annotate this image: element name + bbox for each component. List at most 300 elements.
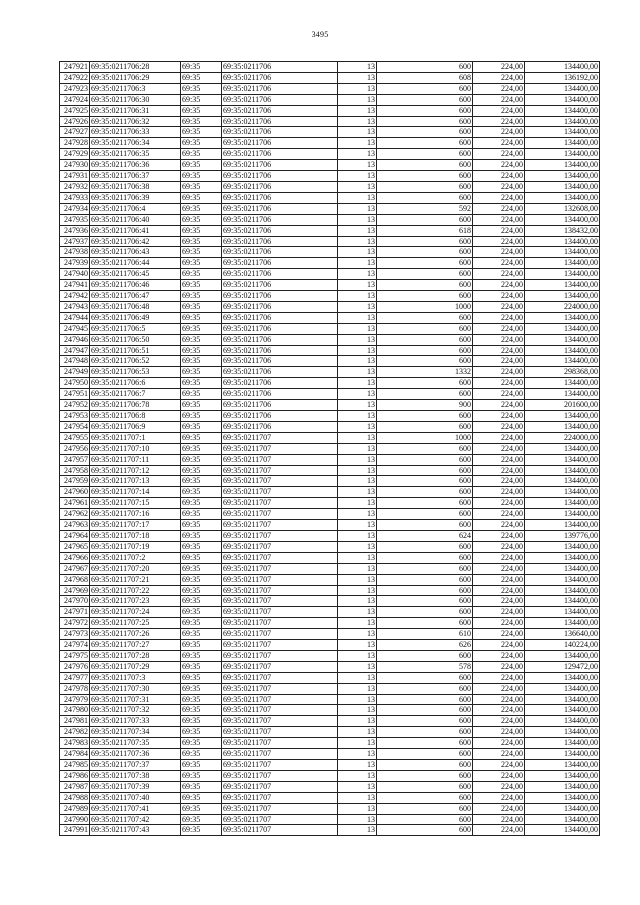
- category-cell: 13: [338, 727, 377, 738]
- region-code-cell: 69:35: [181, 280, 222, 291]
- region-code-cell: 69:35: [181, 378, 222, 389]
- region-code-cell: 69:35: [181, 792, 222, 803]
- area-cell: 600: [377, 116, 473, 127]
- area-cell: 600: [377, 792, 473, 803]
- value-cell: 140224,00: [525, 640, 600, 651]
- rate-cell: 224,00: [473, 465, 525, 476]
- row-id-cell: 247983: [60, 738, 90, 749]
- row-id-cell: 247949: [60, 367, 90, 378]
- region-code-cell: 69:35: [181, 116, 222, 127]
- table-body: [60, 62, 600, 836]
- cadastral-number-cell: 69:35:0211707:1: [90, 432, 181, 443]
- table-row: [60, 400, 600, 411]
- row-id-cell: 247985: [60, 760, 90, 771]
- area-cell: 1000: [377, 432, 473, 443]
- row-id-cell: 247930: [60, 160, 90, 171]
- cadastral-number-cell: 69:35:0211707:37: [90, 760, 181, 771]
- value-cell: 134400,00: [525, 792, 600, 803]
- row-id-cell: 247977: [60, 672, 90, 683]
- rate-cell: 224,00: [473, 672, 525, 683]
- rate-cell: 224,00: [473, 280, 525, 291]
- value-cell: 134400,00: [525, 541, 600, 552]
- table-row: [60, 323, 600, 334]
- region-code-cell: 69:35: [181, 509, 222, 520]
- area-cell: 600: [377, 171, 473, 182]
- category-cell: 13: [338, 411, 377, 422]
- table-row: [60, 509, 600, 520]
- table-row: [60, 530, 600, 541]
- table-row: [60, 312, 600, 323]
- rate-cell: 224,00: [473, 694, 525, 705]
- region-code-cell: 69:35: [181, 269, 222, 280]
- region-code-cell: 69:35: [181, 596, 222, 607]
- table-row: [60, 247, 600, 258]
- quarter-cell: 69:35:0211707: [222, 640, 338, 651]
- cadastral-number-cell: 69:35:0211707:33: [90, 716, 181, 727]
- area-cell: 600: [377, 683, 473, 694]
- quarter-cell: 69:35:0211706: [222, 356, 338, 367]
- row-id-cell: 247943: [60, 301, 90, 312]
- rate-cell: 224,00: [473, 411, 525, 422]
- region-code-cell: 69:35: [181, 825, 222, 836]
- value-cell: 134400,00: [525, 574, 600, 585]
- rate-cell: 224,00: [473, 258, 525, 269]
- category-cell: 13: [338, 171, 377, 182]
- category-cell: 13: [338, 127, 377, 138]
- category-cell: 13: [338, 258, 377, 269]
- rate-cell: 224,00: [473, 640, 525, 651]
- table-row: [60, 825, 600, 836]
- area-cell: 610: [377, 629, 473, 640]
- cadastral-number-cell: 69:35:0211706:9: [90, 421, 181, 432]
- rate-cell: 224,00: [473, 454, 525, 465]
- category-cell: 13: [338, 214, 377, 225]
- area-cell: 600: [377, 749, 473, 760]
- quarter-cell: 69:35:0211706: [222, 247, 338, 258]
- page-number: 3495: [311, 30, 329, 39]
- area-cell: 608: [377, 72, 473, 83]
- quarter-cell: 69:35:0211706: [222, 301, 338, 312]
- table-row: [60, 378, 600, 389]
- quarter-cell: 69:35:0211707: [222, 770, 338, 781]
- row-id-cell: 247933: [60, 192, 90, 203]
- table-row: [60, 738, 600, 749]
- category-cell: 13: [338, 443, 377, 454]
- cadastral-number-cell: 69:35:0211707:43: [90, 825, 181, 836]
- category-cell: 13: [338, 192, 377, 203]
- area-cell: 592: [377, 203, 473, 214]
- rate-cell: 224,00: [473, 225, 525, 236]
- category-cell: 13: [338, 454, 377, 465]
- row-id-cell: 247989: [60, 803, 90, 814]
- table-row: [60, 629, 600, 640]
- category-cell: 13: [338, 509, 377, 520]
- table-row: [60, 694, 600, 705]
- value-cell: 134400,00: [525, 552, 600, 563]
- row-id-cell: 247957: [60, 454, 90, 465]
- value-cell: 134400,00: [525, 749, 600, 760]
- table-row: [60, 367, 600, 378]
- category-cell: 13: [338, 672, 377, 683]
- cadastral-number-cell: 69:35:0211707:28: [90, 650, 181, 661]
- quarter-cell: 69:35:0211706: [222, 138, 338, 149]
- category-cell: 13: [338, 236, 377, 247]
- table-row: [60, 421, 600, 432]
- cadastral-number-cell: 69:35:0211707:36: [90, 749, 181, 760]
- region-code-cell: 69:35: [181, 149, 222, 160]
- area-cell: 600: [377, 454, 473, 465]
- value-cell: 134400,00: [525, 454, 600, 465]
- rate-cell: 224,00: [473, 105, 525, 116]
- cadastral-number-cell: 69:35:0211707:17: [90, 520, 181, 531]
- value-cell: 134400,00: [525, 160, 600, 171]
- area-cell: 600: [377, 94, 473, 105]
- row-id-cell: 247974: [60, 640, 90, 651]
- table-row: [60, 498, 600, 509]
- value-cell: 134400,00: [525, 563, 600, 574]
- area-cell: 600: [377, 356, 473, 367]
- value-cell: 132608,00: [525, 203, 600, 214]
- rate-cell: 224,00: [473, 127, 525, 138]
- rate-cell: 224,00: [473, 629, 525, 640]
- value-cell: 134400,00: [525, 694, 600, 705]
- row-id-cell: 247984: [60, 749, 90, 760]
- cadastral-number-cell: 69:35:0211707:14: [90, 487, 181, 498]
- value-cell: 134400,00: [525, 411, 600, 422]
- table-row: [60, 72, 600, 83]
- table-row: [60, 225, 600, 236]
- row-id-cell: 247942: [60, 291, 90, 302]
- area-cell: 600: [377, 487, 473, 498]
- area-cell: 600: [377, 149, 473, 160]
- category-cell: 13: [338, 149, 377, 160]
- table-row: [60, 236, 600, 247]
- quarter-cell: 69:35:0211707: [222, 803, 338, 814]
- cadastral-number-cell: 69:35:0211707:21: [90, 574, 181, 585]
- region-code-cell: 69:35: [181, 498, 222, 509]
- area-cell: 600: [377, 541, 473, 552]
- region-code-cell: 69:35: [181, 738, 222, 749]
- row-id-cell: 247940: [60, 269, 90, 280]
- rate-cell: 224,00: [473, 574, 525, 585]
- cadastral-number-cell: 69:35:0211707:34: [90, 727, 181, 738]
- rate-cell: 224,00: [473, 814, 525, 825]
- region-code-cell: 69:35: [181, 749, 222, 760]
- quarter-cell: 69:35:0211707: [222, 574, 338, 585]
- quarter-cell: 69:35:0211707: [222, 727, 338, 738]
- category-cell: 13: [338, 825, 377, 836]
- category-cell: 13: [338, 661, 377, 672]
- category-cell: 13: [338, 160, 377, 171]
- table-row: [60, 443, 600, 454]
- quarter-cell: 69:35:0211706: [222, 214, 338, 225]
- row-id-cell: 247931: [60, 171, 90, 182]
- row-id-cell: 247956: [60, 443, 90, 454]
- value-cell: 134400,00: [525, 803, 600, 814]
- row-id-cell: 247988: [60, 792, 90, 803]
- quarter-cell: 69:35:0211707: [222, 465, 338, 476]
- row-id-cell: 247953: [60, 411, 90, 422]
- rate-cell: 224,00: [473, 716, 525, 727]
- rate-cell: 224,00: [473, 607, 525, 618]
- row-id-cell: 247964: [60, 530, 90, 541]
- region-code-cell: 69:35: [181, 236, 222, 247]
- cadastral-number-cell: 69:35:0211706:37: [90, 171, 181, 182]
- table-row: [60, 301, 600, 312]
- region-code-cell: 69:35: [181, 563, 222, 574]
- row-id-cell: 247929: [60, 149, 90, 160]
- value-cell: 134400,00: [525, 247, 600, 258]
- value-cell: 134400,00: [525, 476, 600, 487]
- quarter-cell: 69:35:0211707: [222, 749, 338, 760]
- quarter-cell: 69:35:0211706: [222, 105, 338, 116]
- value-cell: 134400,00: [525, 498, 600, 509]
- category-cell: 13: [338, 781, 377, 792]
- table-row: [60, 585, 600, 596]
- rate-cell: 224,00: [473, 498, 525, 509]
- value-cell: 134400,00: [525, 138, 600, 149]
- rate-cell: 224,00: [473, 378, 525, 389]
- quarter-cell: 69:35:0211707: [222, 792, 338, 803]
- category-cell: 13: [338, 323, 377, 334]
- quarter-cell: 69:35:0211707: [222, 443, 338, 454]
- table-row: [60, 160, 600, 171]
- category-cell: 13: [338, 247, 377, 258]
- value-cell: 134400,00: [525, 770, 600, 781]
- cadastral-number-cell: 69:35:0211707:15: [90, 498, 181, 509]
- value-cell: 134400,00: [525, 825, 600, 836]
- row-id-cell: 247969: [60, 585, 90, 596]
- area-cell: 600: [377, 269, 473, 280]
- area-cell: 1000: [377, 301, 473, 312]
- rate-cell: 224,00: [473, 203, 525, 214]
- category-cell: 13: [338, 400, 377, 411]
- category-cell: 13: [338, 356, 377, 367]
- value-cell: 134400,00: [525, 62, 600, 73]
- row-id-cell: 247970: [60, 596, 90, 607]
- quarter-cell: 69:35:0211707: [222, 661, 338, 672]
- category-cell: 13: [338, 640, 377, 651]
- region-code-cell: 69:35: [181, 618, 222, 629]
- area-cell: 600: [377, 160, 473, 171]
- category-cell: 13: [338, 629, 377, 640]
- region-code-cell: 69:35: [181, 160, 222, 171]
- row-id-cell: 247982: [60, 727, 90, 738]
- table-row: [60, 716, 600, 727]
- row-id-cell: 247955: [60, 432, 90, 443]
- category-cell: 13: [338, 530, 377, 541]
- table-row: [60, 574, 600, 585]
- rate-cell: 224,00: [473, 432, 525, 443]
- area-cell: 600: [377, 465, 473, 476]
- cadastral-number-cell: 69:35:0211706:52: [90, 356, 181, 367]
- area-cell: 624: [377, 530, 473, 541]
- rate-cell: 224,00: [473, 367, 525, 378]
- quarter-cell: 69:35:0211707: [222, 760, 338, 771]
- cadastral-number-cell: 69:35:0211706:30: [90, 94, 181, 105]
- rate-cell: 224,00: [473, 192, 525, 203]
- region-code-cell: 69:35: [181, 476, 222, 487]
- rate-cell: 224,00: [473, 269, 525, 280]
- area-cell: 600: [377, 716, 473, 727]
- rate-cell: 224,00: [473, 181, 525, 192]
- quarter-cell: 69:35:0211707: [222, 552, 338, 563]
- row-id-cell: 247981: [60, 716, 90, 727]
- area-cell: 600: [377, 411, 473, 422]
- rate-cell: 224,00: [473, 323, 525, 334]
- cadastral-number-cell: 69:35:0211706:49: [90, 312, 181, 323]
- row-id-cell: 247934: [60, 203, 90, 214]
- row-id-cell: 247923: [60, 83, 90, 94]
- table-row: [60, 214, 600, 225]
- cadastral-number-cell: 69:35:0211706:4: [90, 203, 181, 214]
- area-cell: 600: [377, 760, 473, 771]
- region-code-cell: 69:35: [181, 127, 222, 138]
- quarter-cell: 69:35:0211706: [222, 192, 338, 203]
- value-cell: 134400,00: [525, 83, 600, 94]
- quarter-cell: 69:35:0211707: [222, 738, 338, 749]
- rate-cell: 224,00: [473, 389, 525, 400]
- value-cell: 134400,00: [525, 236, 600, 247]
- row-id-cell: 247990: [60, 814, 90, 825]
- table-row: [60, 116, 600, 127]
- area-cell: 600: [377, 127, 473, 138]
- category-cell: 13: [338, 301, 377, 312]
- quarter-cell: 69:35:0211706: [222, 312, 338, 323]
- cadastral-number-cell: 69:35:0211707:25: [90, 618, 181, 629]
- area-cell: 600: [377, 770, 473, 781]
- category-cell: 13: [338, 563, 377, 574]
- table-row: [60, 83, 600, 94]
- region-code-cell: 69:35: [181, 694, 222, 705]
- table-row: [60, 520, 600, 531]
- cadastral-number-cell: 69:35:0211707:41: [90, 803, 181, 814]
- cadastral-number-cell: 69:35:0211707:11: [90, 454, 181, 465]
- rate-cell: 224,00: [473, 618, 525, 629]
- category-cell: 13: [338, 541, 377, 552]
- row-id-cell: 247936: [60, 225, 90, 236]
- rate-cell: 224,00: [473, 138, 525, 149]
- rate-cell: 224,00: [473, 683, 525, 694]
- value-cell: 298368,00: [525, 367, 600, 378]
- category-cell: 13: [338, 705, 377, 716]
- cadastral-number-cell: 69:35:0211706:8: [90, 411, 181, 422]
- cadastral-number-cell: 69:35:0211706:38: [90, 181, 181, 192]
- row-id-cell: 247959: [60, 476, 90, 487]
- table-row: [60, 454, 600, 465]
- area-cell: 600: [377, 62, 473, 73]
- rate-cell: 224,00: [473, 563, 525, 574]
- area-cell: 600: [377, 258, 473, 269]
- table-row: [60, 389, 600, 400]
- table-row: [60, 138, 600, 149]
- region-code-cell: 69:35: [181, 629, 222, 640]
- category-cell: 13: [338, 225, 377, 236]
- category-cell: 13: [338, 421, 377, 432]
- cadastral-number-cell: 69:35:0211707:40: [90, 792, 181, 803]
- table-row: [60, 432, 600, 443]
- rate-cell: 224,00: [473, 760, 525, 771]
- table-row: [60, 487, 600, 498]
- value-cell: 134400,00: [525, 116, 600, 127]
- row-id-cell: 247976: [60, 661, 90, 672]
- quarter-cell: 69:35:0211706: [222, 116, 338, 127]
- rate-cell: 224,00: [473, 781, 525, 792]
- region-code-cell: 69:35: [181, 83, 222, 94]
- quarter-cell: 69:35:0211707: [222, 509, 338, 520]
- region-code-cell: 69:35: [181, 487, 222, 498]
- area-cell: 600: [377, 476, 473, 487]
- cadastral-number-cell: 69:35:0211707:20: [90, 563, 181, 574]
- region-code-cell: 69:35: [181, 520, 222, 531]
- category-cell: 13: [338, 345, 377, 356]
- quarter-cell: 69:35:0211707: [222, 672, 338, 683]
- rate-cell: 224,00: [473, 345, 525, 356]
- quarter-cell: 69:35:0211706: [222, 367, 338, 378]
- quarter-cell: 69:35:0211707: [222, 530, 338, 541]
- table-row: [60, 149, 600, 160]
- quarter-cell: 69:35:0211707: [222, 814, 338, 825]
- value-cell: 134400,00: [525, 585, 600, 596]
- area-cell: 600: [377, 650, 473, 661]
- table-row: [60, 62, 600, 73]
- value-cell: 134400,00: [525, 171, 600, 182]
- cadastral-number-cell: 69:35:0211706:51: [90, 345, 181, 356]
- region-code-cell: 69:35: [181, 727, 222, 738]
- value-cell: 134400,00: [525, 214, 600, 225]
- region-code-cell: 69:35: [181, 465, 222, 476]
- category-cell: 13: [338, 716, 377, 727]
- quarter-cell: 69:35:0211706: [222, 83, 338, 94]
- category-cell: 13: [338, 803, 377, 814]
- quarter-cell: 69:35:0211706: [222, 323, 338, 334]
- table-row: [60, 760, 600, 771]
- quarter-cell: 69:35:0211706: [222, 280, 338, 291]
- value-cell: 134400,00: [525, 683, 600, 694]
- area-cell: 600: [377, 236, 473, 247]
- region-code-cell: 69:35: [181, 203, 222, 214]
- quarter-cell: 69:35:0211707: [222, 705, 338, 716]
- category-cell: 13: [338, 72, 377, 83]
- table-row: [60, 127, 600, 138]
- quarter-cell: 69:35:0211706: [222, 400, 338, 411]
- row-id-cell: 247979: [60, 694, 90, 705]
- rate-cell: 224,00: [473, 291, 525, 302]
- area-cell: 600: [377, 509, 473, 520]
- area-cell: 600: [377, 312, 473, 323]
- quarter-cell: 69:35:0211706: [222, 334, 338, 345]
- category-cell: 13: [338, 138, 377, 149]
- region-code-cell: 69:35: [181, 334, 222, 345]
- region-code-cell: 69:35: [181, 760, 222, 771]
- table-row: [60, 105, 600, 116]
- value-cell: 134400,00: [525, 312, 600, 323]
- cadastral-number-cell: 69:35:0211706:42: [90, 236, 181, 247]
- quarter-cell: 69:35:0211706: [222, 389, 338, 400]
- row-id-cell: 247991: [60, 825, 90, 836]
- region-code-cell: 69:35: [181, 94, 222, 105]
- area-cell: 600: [377, 378, 473, 389]
- rate-cell: 224,00: [473, 421, 525, 432]
- region-code-cell: 69:35: [181, 389, 222, 400]
- row-id-cell: 247950: [60, 378, 90, 389]
- rate-cell: 224,00: [473, 596, 525, 607]
- cadastral-number-cell: 69:35:0211707:39: [90, 781, 181, 792]
- category-cell: 13: [338, 574, 377, 585]
- quarter-cell: 69:35:0211707: [222, 607, 338, 618]
- region-code-cell: 69:35: [181, 683, 222, 694]
- rate-cell: 224,00: [473, 749, 525, 760]
